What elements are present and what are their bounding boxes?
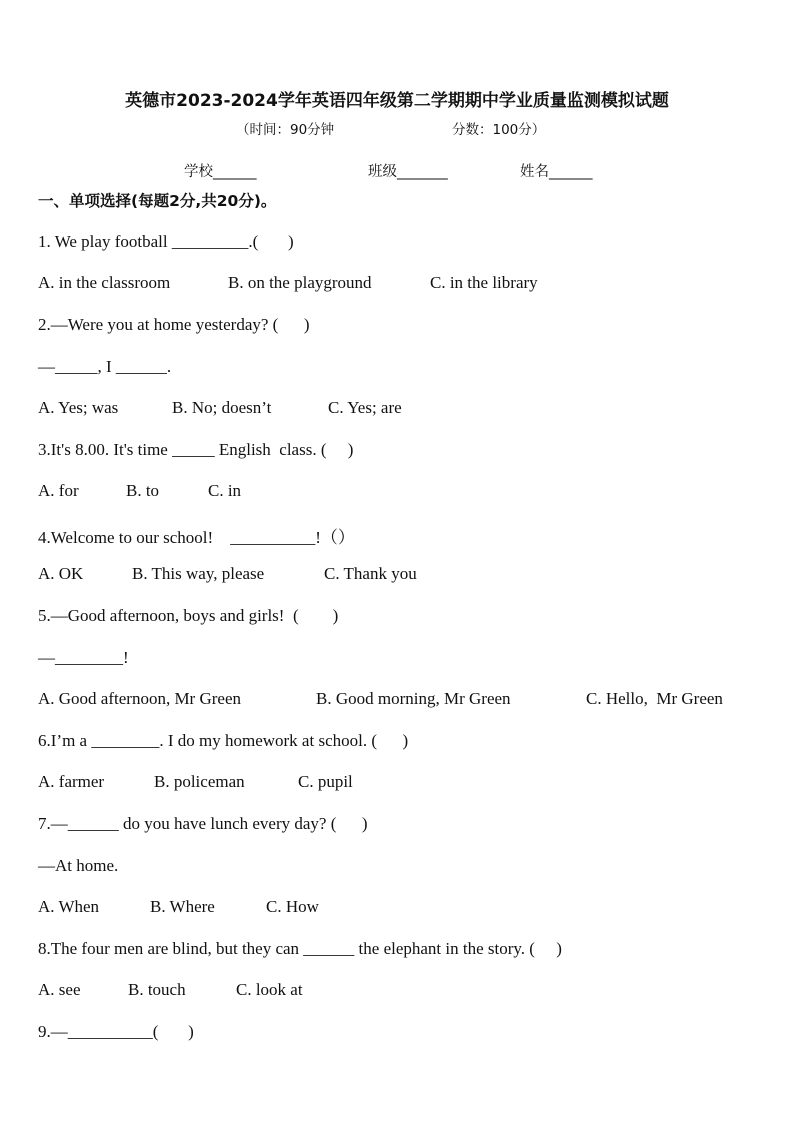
q3-option-c: C. in	[208, 481, 242, 500]
q8-option-c: C. look at	[236, 980, 303, 999]
question-3: 3.It's 8.00. It's time _____ English class. ( )	[38, 440, 354, 459]
q2-answer-line: —_____, I ______.	[38, 357, 172, 376]
q3-option-a: A. for	[38, 481, 79, 500]
q5-answer-line: —________!	[38, 648, 129, 667]
q7-answer-line: —At home.	[38, 856, 119, 875]
q1-option-c: C. in the library	[430, 273, 538, 292]
q2-option-c: C. Yes; are	[328, 398, 402, 417]
q4-option-c: C. Thank you	[324, 564, 417, 583]
q4-option-b: B. This way, please	[132, 564, 265, 583]
section-heading: 一、单项选择(每题2分,共20分)。	[38, 192, 277, 210]
question-2: 2.—Were you at home yesterday? ( )	[38, 315, 310, 334]
q6-option-b: B. policeman	[154, 772, 245, 791]
question-5: 5.—Good afternoon, boys and girls! ( )	[38, 606, 339, 625]
q5-option-c: C. Hello, Mr Green	[586, 689, 723, 708]
q5-option-a: A. Good afternoon, Mr Green	[38, 689, 241, 708]
name-field: 姓名______	[520, 164, 593, 180]
q1-option-a: A. in the classroom	[38, 273, 171, 292]
q6-option-a: A. farmer	[38, 772, 105, 791]
question-9: 9.—__________( )	[38, 1022, 194, 1041]
q2-option-a: A. Yes; was	[38, 398, 119, 417]
question-7: 7.—______ do you have lunch every day? ( )	[38, 814, 368, 833]
question-4: 4.Welcome to our school! __________!（）	[38, 528, 355, 547]
q7-option-a: A. When	[38, 897, 100, 916]
exam-time: （时间：90分钟	[236, 122, 335, 138]
q2-option-b: B. No; doesn’t	[172, 398, 272, 417]
q6-option-c: C. pupil	[298, 772, 353, 791]
exam-score: 分数：100分）	[452, 122, 546, 138]
q8-option-a: A. see	[38, 980, 81, 999]
question-1: 1. We play football _________.( )	[38, 232, 294, 251]
q4-option-a: A. OK	[38, 564, 84, 583]
q8-option-b: B. touch	[128, 980, 186, 999]
exam-title: 英德市2023-2024学年英语四年级第二学期期中学业质量监测模拟试题	[125, 91, 669, 111]
q3-option-b: B. to	[126, 481, 160, 500]
question-6: 6.I’m a ________. I do my homework at school. ( )	[38, 731, 409, 750]
q5-option-b: B. Good morning, Mr Green	[316, 689, 511, 708]
class-field: 班级_______	[368, 164, 448, 180]
q1-option-b: B. on the playground	[228, 273, 372, 292]
q7-option-c: C. How	[266, 897, 319, 916]
question-8: 8.The four men are blind, but they can ______ the elephant in the story. ( )	[38, 939, 562, 958]
q7-option-b: B. Where	[150, 897, 215, 916]
school-field: 学校______	[184, 164, 257, 180]
